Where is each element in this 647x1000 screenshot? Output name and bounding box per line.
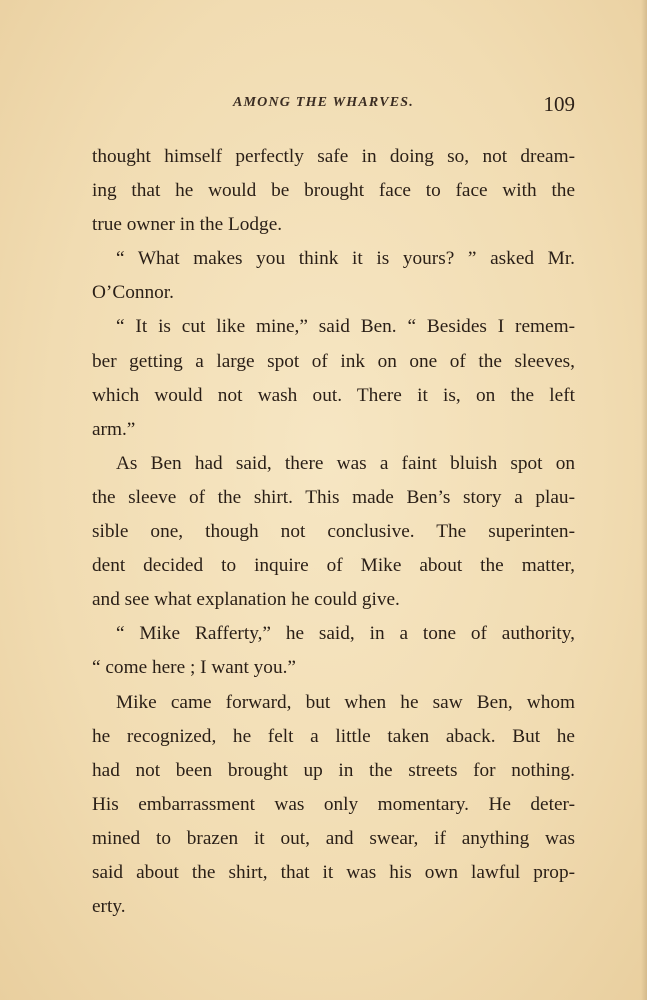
text-line: O’Connor. bbox=[92, 282, 174, 304]
text-line: thought himself perfectly safe in doing so, not dream- bbox=[92, 146, 575, 167]
text-line: Mike came forward, but when he saw Ben, whom bbox=[116, 691, 575, 713]
text-line: sible one, though not conclusive. The superinten- bbox=[92, 521, 575, 543]
text-line: the sleeve of the shirt. This made Ben’s story a plau- bbox=[92, 486, 575, 508]
text-line: had not been brought up in the streets for nothing. bbox=[92, 759, 575, 781]
text-line: arm.” bbox=[92, 418, 136, 440]
text-line: “ What makes you think it is yours? ” asked Mr. bbox=[116, 248, 575, 270]
text-line: true owner in the Lodge. bbox=[92, 214, 283, 236]
text-line: “ come here ; I want you.” bbox=[92, 657, 296, 679]
text-line: “ It is cut like mine,” said Ben. “ Besides I remem- bbox=[116, 316, 575, 338]
text-line: he recognized, he felt a little taken aback. But he bbox=[92, 725, 575, 747]
text-line: erty. bbox=[92, 896, 126, 918]
page-number: 109 bbox=[543, 92, 575, 116]
text-line: said about the shirt, that it was his own lawful prop- bbox=[92, 861, 575, 883]
text-line: which would not wash out. There it is, on the left bbox=[92, 384, 575, 406]
text-line: “ Mike Rafferty,” he said, in a tone of authority, bbox=[116, 623, 575, 645]
text-line: ing that he would be brought face to face with the bbox=[92, 180, 575, 202]
text-line: His embarrassment was only momentary. He deter- bbox=[92, 793, 575, 815]
text-line: dent decided to inquire of Mike about the matter, bbox=[92, 555, 575, 577]
body-text bbox=[92, 140, 575, 924]
text-line: As Ben had said, there was a faint bluish spot on bbox=[116, 452, 575, 474]
text-line: ber getting a large spot of ink on one of the sleeves, bbox=[92, 350, 575, 372]
page-header bbox=[92, 92, 575, 120]
running-title: AMONG THE WHARVES. bbox=[233, 95, 414, 110]
text-line: and see what explanation he could give. bbox=[92, 589, 400, 611]
text-line: mined to brazen it out, and swear, if anything was bbox=[92, 827, 575, 849]
